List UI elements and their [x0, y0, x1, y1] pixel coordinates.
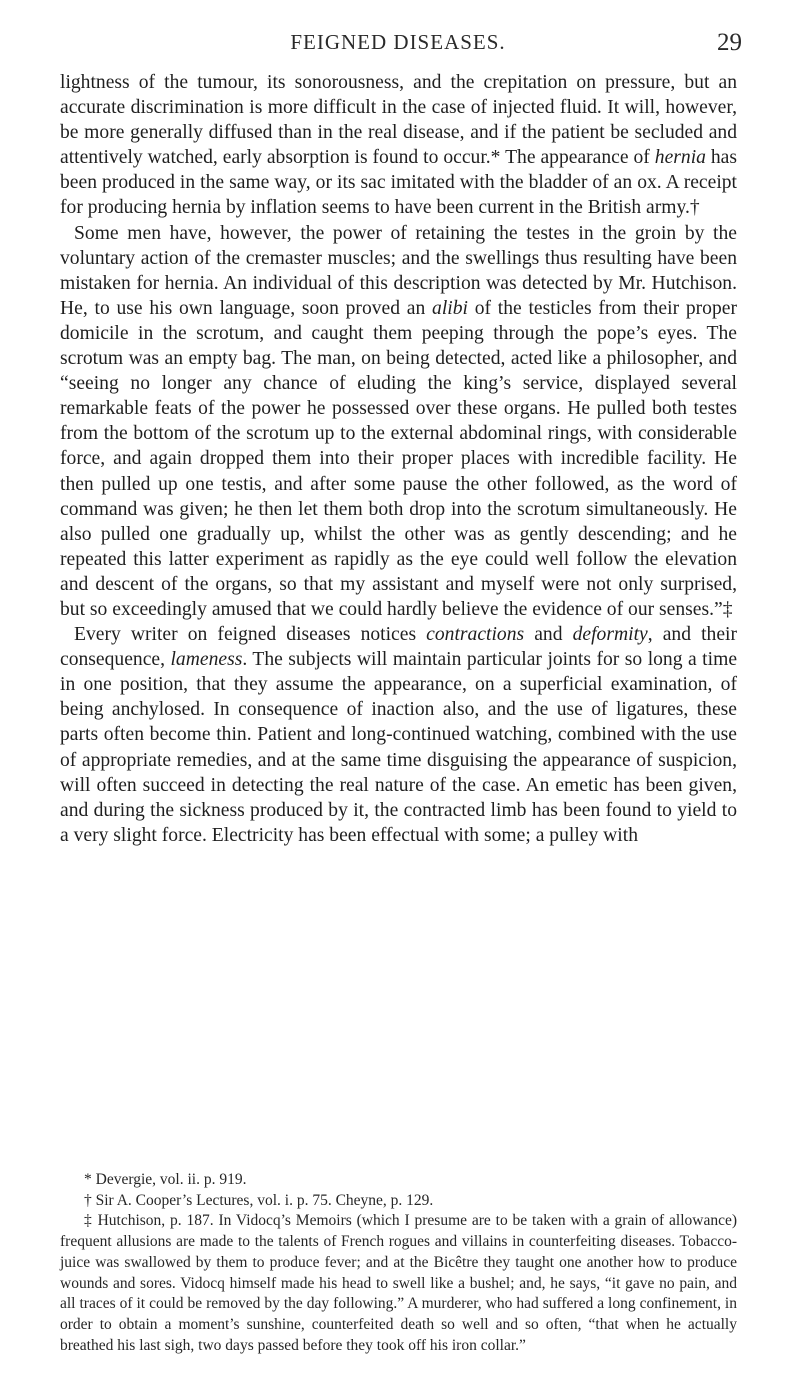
- footnote-2: † Sir A. Cooper’s Lectures, vol. i. p. 75. Cheyne, p. 129.: [84, 1191, 434, 1209]
- running-title: FEIGNED DISEASES.: [290, 30, 506, 54]
- text-run: lightness of the tumour, its sonorousness, and the crepitation on pressure, but an accurate discrimination is more difficult in the case of injected fluid. It will, however, be more generally diffused than in the real disease, and if the patient be secluded and attentively watched, early absorption is found to occur.* The appearance of: [60, 72, 737, 169]
- text-run: Every writer on feigned diseases notices: [74, 624, 427, 646]
- running-head: [60, 29, 742, 60]
- paragraph-contractions: [60, 622, 737, 848]
- paragraph-cremaster: [60, 221, 737, 623]
- footnote-1: * Devergie, vol. ii. p. 919.: [84, 1171, 247, 1188]
- text-run: and: [524, 624, 573, 646]
- italic-term-hernia: hernia: [654, 147, 706, 169]
- body-text: [60, 70, 737, 848]
- italic-term-lameness: lameness: [170, 649, 243, 671]
- text-run: has been produced in the same way, or its sac imitated with the bladder of an ox. A receipt for producing hernia by inflation seems to have been current in the British army.†: [60, 147, 737, 219]
- footnotes: [60, 1170, 737, 1356]
- italic-term-alibi: alibi: [432, 297, 468, 319]
- text-run: Some men have, however, the power of retaining the testes in the groin by the voluntary action of the cremaster muscles; and the swellings thus resulting have been mistaken for hernia. An individual of this description was detected by Mr. Hutchison. He, to use his own language, soon proved an: [60, 222, 737, 319]
- italic-term-contractions: contractions: [426, 624, 525, 646]
- page-number: 29: [717, 29, 742, 56]
- italic-term-deformity: deformity: [572, 624, 648, 646]
- text-run: of the testicles from their proper domicile in the scrotum, and caught them peeping through the pope’s eyes. The scrotum was an empty bag. The man, on being detected, acted like a philosopher, and “seeing no longer any chance of eluding the king’s service, displayed several remarkable feats of the power he possessed over these organs. He pulled both testes from the bottom of the scrotum up to the external abdominal rings, with considerable force, and again dropped them into their proper places with incredible facility. He then pulled up one testis, and after some pause the other followed, as the word of command was given; he then let them both drop into the scrotum simultaneously. He also pulled one gradually up, whilst the other was as gently descending; and he repeated this latter experiment as rapidly as the eye could well follow the elevation and descent of the organs, so that my assistant and myself were not only surprised, but so exceedingly amused that we could hardly believe the evidence of our senses.”‡: [60, 297, 737, 620]
- text-run: , and their consequence,: [60, 624, 737, 671]
- footnote-3: ‡ Hutchison, p. 187. In Vidocq’s Memoirs (which I presume are to be taken with a grain of allowance) frequent allusions are made to the talents of French rogues and villains in counterfeiting diseases. Tobacco-juice was swallowed by them to produce fever; and at the Bicêtre they taught one another how to produce wounds and sores. Vidocq himself made his head to swell like a bushel; and, he says, “it gave no pain, and all traces of it could be removed by the day following.” A murderer, who had suffered a long confinement, in order to obtain a moment’s sunshine, counterfeited death so well and so often, “that when he actually breathed his last sigh, two days passed before they took off his iron collar.”: [60, 1212, 737, 1354]
- text-run: . The subjects will maintain particular joints for so long a time in one position, that they assume the appearance, on a superficial examination, of being anchylosed. In consequence of inaction also, and the use of ligatures, these parts often become thin. Patient and long-continued watching, combined with the use of appropriate remedies, and at the same time disguising the appearance of suspicion, will often succeed in detecting the real nature of the case. An emetic has been given, and during the sickness produced by it, the contracted limb has been found to yield to a very slight force. Electricity has been effectual with some; a pulley with: [60, 649, 738, 846]
- paragraph-hernia: [60, 70, 737, 221]
